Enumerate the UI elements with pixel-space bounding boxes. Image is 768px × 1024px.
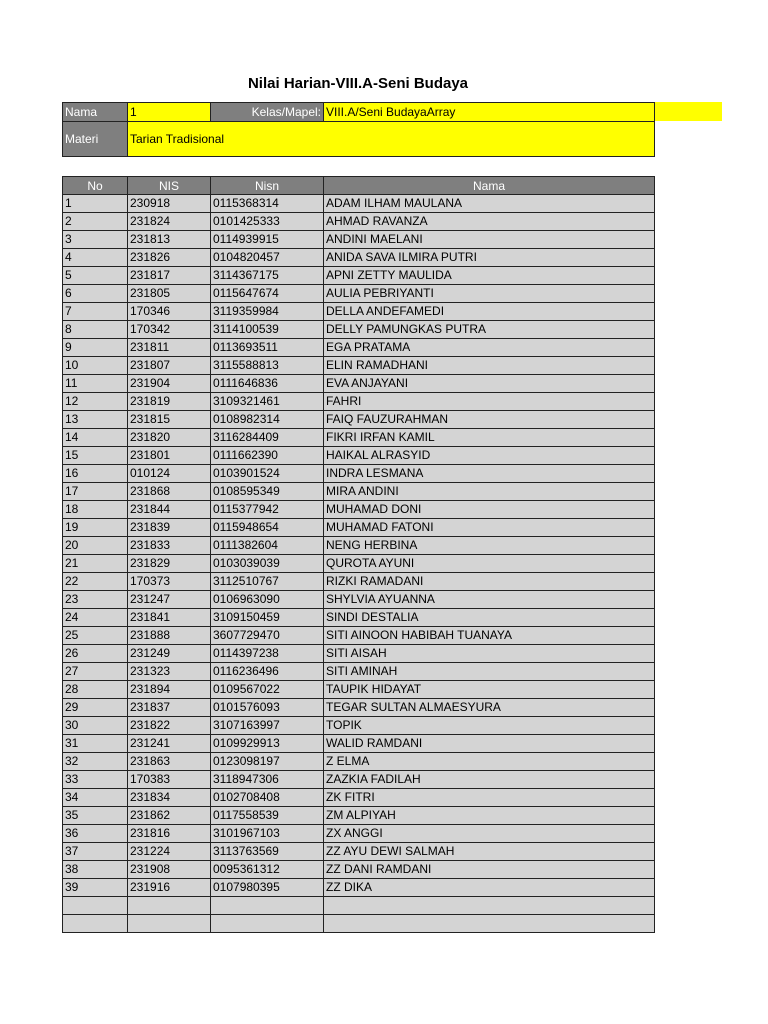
cell-nama[interactable]: MUHAMAD FATONI xyxy=(324,519,655,537)
cell-no[interactable]: 22 xyxy=(63,573,128,591)
cell-nis[interactable]: 231249 xyxy=(128,645,211,663)
kelas-label: Kelas/Mapel: xyxy=(211,103,324,122)
cell-nis[interactable]: 231841 xyxy=(128,609,211,627)
cell-nisn[interactable]: 3116284409 xyxy=(211,429,324,447)
cell-nis[interactable]: 170383 xyxy=(128,771,211,789)
cell-no[interactable]: 8 xyxy=(63,321,128,339)
cell-nis[interactable]: 231805 xyxy=(128,285,211,303)
cell-no[interactable]: 5 xyxy=(63,267,128,285)
cell-nisn[interactable]: 3118947306 xyxy=(211,771,324,789)
cell-nis[interactable]: 231826 xyxy=(128,249,211,267)
cell-nama[interactable]: INDRA LESMANA xyxy=(324,465,655,483)
header-nama: Nama xyxy=(324,177,655,195)
cell-nis[interactable]: 231844 xyxy=(128,501,211,519)
cell-nis[interactable]: 010124 xyxy=(128,465,211,483)
nama-label: Nama xyxy=(63,103,128,122)
cell-nama[interactable]: FAHRI xyxy=(324,393,655,411)
table-row xyxy=(63,807,655,825)
table-row xyxy=(63,753,655,771)
cell-nisn[interactable]: 3115588813 xyxy=(211,357,324,375)
cell-nama[interactable]: EGA PRATAMA xyxy=(324,339,655,357)
cell-nis[interactable]: 231904 xyxy=(128,375,211,393)
cell-nama[interactable]: TEGAR SULTAN ALMAESYURA xyxy=(324,699,655,717)
cell-nisn[interactable]: 0114939915 xyxy=(211,231,324,249)
cell-no[interactable]: 7 xyxy=(63,303,128,321)
cell-nama[interactable]: DELLA ANDEFAMEDI xyxy=(324,303,655,321)
cell-nisn[interactable]: 0115647674 xyxy=(211,285,324,303)
cell-nisn[interactable]: 3119359984 xyxy=(211,303,324,321)
cell-nisn[interactable]: 0103039039 xyxy=(211,555,324,573)
cell-nisn[interactable]: 0111646836 xyxy=(211,375,324,393)
cell-nisn[interactable]: 0123098197 xyxy=(211,753,324,771)
cell-nisn[interactable]: 0109567022 xyxy=(211,681,324,699)
cell-nis[interactable]: 231819 xyxy=(128,393,211,411)
cell-nisn[interactable]: 0115377942 xyxy=(211,501,324,519)
cell-nis[interactable]: 231224 xyxy=(128,843,211,861)
cell-nama[interactable]: ANIDA SAVA ILMIRA PUTRI xyxy=(324,249,655,267)
header-nis: NIS xyxy=(128,177,211,195)
cell-no[interactable]: 12 xyxy=(63,393,128,411)
table-row xyxy=(63,645,655,663)
student-table xyxy=(62,176,655,933)
cell-no[interactable]: 14 xyxy=(63,429,128,447)
table-row xyxy=(63,249,655,267)
cell-nis[interactable]: 230918 xyxy=(128,195,211,213)
table-row xyxy=(63,357,655,375)
cell-nisn[interactable]: 0115368314 xyxy=(211,195,324,213)
cell-nama[interactable]: ZZ AYU DEWI SALMAH xyxy=(324,843,655,861)
table-row xyxy=(63,609,655,627)
cell-nisn[interactable] xyxy=(211,915,324,933)
cell-nama[interactable]: Z ELMA xyxy=(324,753,655,771)
table-row xyxy=(63,321,655,339)
cell-nis[interactable]: 170373 xyxy=(128,573,211,591)
cell-nis[interactable]: 231839 xyxy=(128,519,211,537)
cell-nama[interactable]: ADAM ILHAM MAULANA xyxy=(324,195,655,213)
cell-nama[interactable]: QUROTA AYUNI xyxy=(324,555,655,573)
cell-no[interactable]: 16 xyxy=(63,465,128,483)
cell-nisn[interactable]: 3113763569 xyxy=(211,843,324,861)
cell-no[interactable]: 2 xyxy=(63,213,128,231)
cell-nisn[interactable]: 0107980395 xyxy=(211,879,324,897)
table-row xyxy=(63,681,655,699)
cell-nisn[interactable]: 0101425333 xyxy=(211,213,324,231)
table-row xyxy=(63,501,655,519)
cell-nisn[interactable]: 3112510767 xyxy=(211,573,324,591)
table-row xyxy=(63,195,655,213)
cell-nama[interactable]: NENG HERBINA xyxy=(324,537,655,555)
cell-no[interactable]: 33 xyxy=(63,771,128,789)
cell-nama[interactable]: EVA ANJAYANI xyxy=(324,375,655,393)
cell-no[interactable]: 31 xyxy=(63,735,128,753)
cell-no[interactable]: 19 xyxy=(63,519,128,537)
cell-no[interactable]: 18 xyxy=(63,501,128,519)
cell-no[interactable] xyxy=(63,915,128,933)
cell-nis[interactable]: 231247 xyxy=(128,591,211,609)
table-row xyxy=(63,339,655,357)
table-row xyxy=(63,213,655,231)
page-title: Nilai Harian-VIII.A-Seni Budaya xyxy=(247,75,469,92)
cell-nisn[interactable]: 0104820457 xyxy=(211,249,324,267)
cell-no[interactable]: 34 xyxy=(63,789,128,807)
cell-nis[interactable]: 231837 xyxy=(128,699,211,717)
cell-nis[interactable]: 231824 xyxy=(128,213,211,231)
table-row xyxy=(63,771,655,789)
cell-nis[interactable] xyxy=(128,915,211,933)
table-row xyxy=(63,285,655,303)
cell-no[interactable]: 13 xyxy=(63,411,128,429)
cell-nis[interactable]: 170342 xyxy=(128,321,211,339)
cell-nama[interactable] xyxy=(324,915,655,933)
table-row xyxy=(63,879,655,897)
table-row xyxy=(63,897,655,915)
cell-no[interactable]: 6 xyxy=(63,285,128,303)
cell-no[interactable]: 1 xyxy=(63,195,128,213)
cell-nisn[interactable]: 0095361312 xyxy=(211,861,324,879)
cell-nama[interactable]: SHYLVIA AYUANNA xyxy=(324,591,655,609)
cell-no[interactable]: 3 xyxy=(63,231,128,249)
highlight-cell xyxy=(655,102,722,121)
header-nisn: Nisn xyxy=(211,177,324,195)
cell-nis[interactable]: 231813 xyxy=(128,231,211,249)
materi-label: Materi xyxy=(63,122,128,157)
cell-nisn[interactable]: 0116236496 xyxy=(211,663,324,681)
table-row xyxy=(63,483,655,501)
table-row xyxy=(63,915,655,933)
cell-no[interactable]: 25 xyxy=(63,627,128,645)
cell-no[interactable] xyxy=(63,897,128,915)
cell-no[interactable]: 21 xyxy=(63,555,128,573)
cell-nis[interactable]: 231833 xyxy=(128,537,211,555)
cell-no[interactable]: 9 xyxy=(63,339,128,357)
table-row xyxy=(63,843,655,861)
cell-nis[interactable]: 231807 xyxy=(128,357,211,375)
cell-nama[interactable]: DELLY PAMUNGKAS PUTRA xyxy=(324,321,655,339)
nama-value[interactable]: 1 xyxy=(128,103,211,122)
cell-nisn[interactable]: 3607729470 xyxy=(211,627,324,645)
cell-no[interactable]: 37 xyxy=(63,843,128,861)
cell-nisn[interactable]: 3109150459 xyxy=(211,609,324,627)
table-row xyxy=(63,573,655,591)
cell-nama[interactable]: MIRA ANDINI xyxy=(324,483,655,501)
table-header-row xyxy=(63,177,655,195)
table-row xyxy=(63,447,655,465)
table-row xyxy=(63,789,655,807)
info-table xyxy=(62,102,655,157)
table-row xyxy=(63,411,655,429)
table-row xyxy=(63,465,655,483)
cell-nis[interactable]: 231894 xyxy=(128,681,211,699)
cell-no[interactable]: 11 xyxy=(63,375,128,393)
table-row xyxy=(63,555,655,573)
cell-nisn[interactable]: 0103901524 xyxy=(211,465,324,483)
cell-nis[interactable]: 231829 xyxy=(128,555,211,573)
cell-nisn[interactable]: 0111382604 xyxy=(211,537,324,555)
cell-nis[interactable]: 231908 xyxy=(128,861,211,879)
cell-nisn[interactable]: 0108982314 xyxy=(211,411,324,429)
cell-nama[interactable] xyxy=(324,897,655,915)
cell-nama[interactable]: RIZKI RAMADANI xyxy=(324,573,655,591)
cell-nama[interactable]: APNI ZETTY MAULIDA xyxy=(324,267,655,285)
materi-value[interactable]: Tarian Tradisional xyxy=(128,122,655,157)
cell-nama[interactable]: ZK FITRI xyxy=(324,789,655,807)
cell-no[interactable]: 23 xyxy=(63,591,128,609)
cell-nisn[interactable]: 0113693511 xyxy=(211,339,324,357)
cell-no[interactable]: 29 xyxy=(63,699,128,717)
cell-nisn[interactable]: 0101576093 xyxy=(211,699,324,717)
table-row xyxy=(63,735,655,753)
cell-nis[interactable]: 231811 xyxy=(128,339,211,357)
cell-nis[interactable] xyxy=(128,897,211,915)
cell-nama[interactable]: FAIQ FAUZURAHMAN xyxy=(324,411,655,429)
cell-nisn[interactable]: 0109929913 xyxy=(211,735,324,753)
cell-nisn[interactable]: 0106963090 xyxy=(211,591,324,609)
cell-nisn[interactable]: 0108595349 xyxy=(211,483,324,501)
table-row xyxy=(63,591,655,609)
cell-nama[interactable]: SITI AMINAH xyxy=(324,663,655,681)
cell-no[interactable]: 39 xyxy=(63,879,128,897)
cell-nisn[interactable]: 3114100539 xyxy=(211,321,324,339)
table-row xyxy=(63,267,655,285)
cell-nama[interactable]: ZAZKIA FADILAH xyxy=(324,771,655,789)
cell-nis[interactable]: 231888 xyxy=(128,627,211,645)
cell-nama[interactable]: TOPIK xyxy=(324,717,655,735)
cell-nis[interactable]: 231822 xyxy=(128,717,211,735)
cell-no[interactable]: 38 xyxy=(63,861,128,879)
cell-nisn[interactable]: 0117558539 xyxy=(211,807,324,825)
cell-no[interactable]: 32 xyxy=(63,753,128,771)
cell-nis[interactable]: 231834 xyxy=(128,789,211,807)
cell-no[interactable]: 10 xyxy=(63,357,128,375)
cell-nama[interactable]: SITI AINOON HABIBAH TUANAYA xyxy=(324,627,655,645)
table-row xyxy=(63,663,655,681)
cell-nama[interactable]: ANDINI MAELANI xyxy=(324,231,655,249)
cell-nama[interactable]: MUHAMAD DONI xyxy=(324,501,655,519)
cell-no[interactable]: 30 xyxy=(63,717,128,735)
cell-nisn[interactable]: 3114367175 xyxy=(211,267,324,285)
cell-nama[interactable]: HAIKAL ALRASYID xyxy=(324,447,655,465)
cell-nisn[interactable]: 3109321461 xyxy=(211,393,324,411)
cell-no[interactable]: 26 xyxy=(63,645,128,663)
cell-no[interactable]: 20 xyxy=(63,537,128,555)
cell-nisn[interactable]: 3107163997 xyxy=(211,717,324,735)
cell-nama[interactable]: FIKRI IRFAN KAMIL xyxy=(324,429,655,447)
cell-no[interactable]: 27 xyxy=(63,663,128,681)
cell-no[interactable]: 28 xyxy=(63,681,128,699)
table-row xyxy=(63,699,655,717)
cell-nis[interactable]: 231815 xyxy=(128,411,211,429)
table-row xyxy=(63,627,655,645)
table-row xyxy=(63,717,655,735)
cell-nama[interactable]: ZZ DANI RAMDANI xyxy=(324,861,655,879)
cell-nama[interactable]: ZM ALPIYAH xyxy=(324,807,655,825)
cell-nisn[interactable]: 0115948654 xyxy=(211,519,324,537)
cell-no[interactable]: 24 xyxy=(63,609,128,627)
cell-nis[interactable]: 231816 xyxy=(128,825,211,843)
cell-nama[interactable]: AHMAD RAVANZA xyxy=(324,213,655,231)
table-row xyxy=(63,537,655,555)
cell-no[interactable]: 36 xyxy=(63,825,128,843)
cell-nama[interactable]: AULIA PEBRIYANTI xyxy=(324,285,655,303)
header-no: No xyxy=(63,177,128,195)
table-row xyxy=(63,231,655,249)
cell-nama[interactable]: ZX ANGGI xyxy=(324,825,655,843)
cell-nisn[interactable]: 0111662390 xyxy=(211,447,324,465)
cell-nis[interactable]: 231801 xyxy=(128,447,211,465)
cell-no[interactable]: 4 xyxy=(63,249,128,267)
cell-nis[interactable]: 231916 xyxy=(128,879,211,897)
cell-nis[interactable]: 231862 xyxy=(128,807,211,825)
cell-no[interactable]: 17 xyxy=(63,483,128,501)
cell-nis[interactable]: 231241 xyxy=(128,735,211,753)
table-row xyxy=(63,393,655,411)
table-row xyxy=(63,375,655,393)
table-row xyxy=(63,429,655,447)
table-row xyxy=(63,825,655,843)
cell-nis[interactable]: 231817 xyxy=(128,267,211,285)
cell-nama[interactable]: WALID RAMDANI xyxy=(324,735,655,753)
cell-nama[interactable]: ELIN RAMADHANI xyxy=(324,357,655,375)
cell-nisn[interactable]: 0114397238 xyxy=(211,645,324,663)
cell-no[interactable]: 35 xyxy=(63,807,128,825)
cell-no[interactable]: 15 xyxy=(63,447,128,465)
cell-nama[interactable]: TAUPIK HIDAYAT xyxy=(324,681,655,699)
cell-nis[interactable]: 231820 xyxy=(128,429,211,447)
cell-nama[interactable]: SITI AISAH xyxy=(324,645,655,663)
cell-nisn[interactable]: 3101967103 xyxy=(211,825,324,843)
cell-nama[interactable]: ZZ DIKA xyxy=(324,879,655,897)
cell-nisn[interactable] xyxy=(211,897,324,915)
table-row xyxy=(63,519,655,537)
table-row xyxy=(63,861,655,879)
cell-nama[interactable]: SINDI DESTALIA xyxy=(324,609,655,627)
cell-nis[interactable]: 170346 xyxy=(128,303,211,321)
table-row xyxy=(63,303,655,321)
cell-nis[interactable]: 231323 xyxy=(128,663,211,681)
cell-nis[interactable]: 231868 xyxy=(128,483,211,501)
kelas-value[interactable]: VIII.A/Seni BudayaArray xyxy=(324,103,655,122)
cell-nis[interactable]: 231863 xyxy=(128,753,211,771)
cell-nisn[interactable]: 0102708408 xyxy=(211,789,324,807)
